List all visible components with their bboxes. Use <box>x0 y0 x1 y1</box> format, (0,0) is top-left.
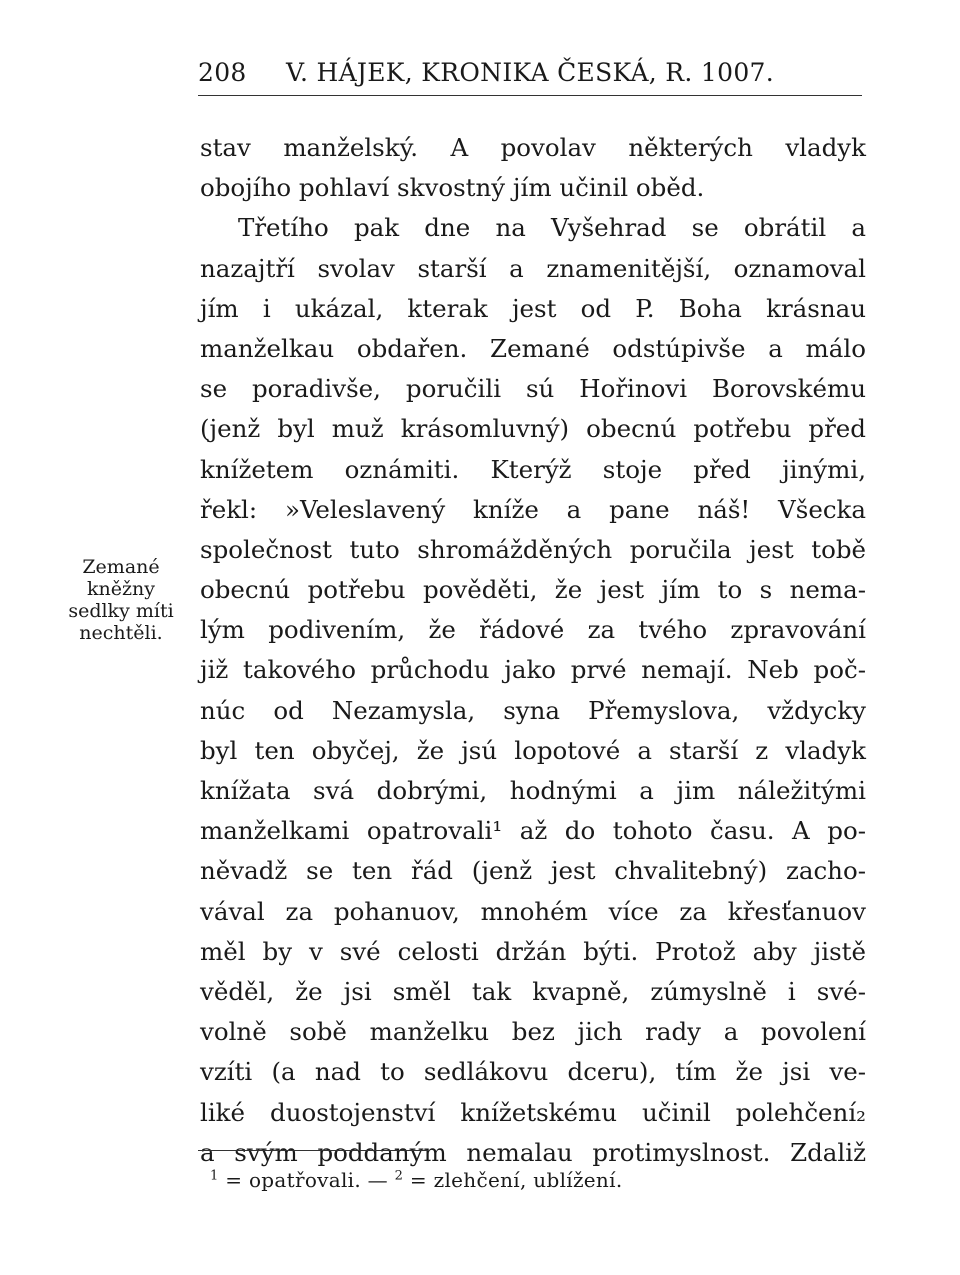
page-number: 208 <box>198 58 247 87</box>
text-line: núc od Nezamysla, syna Přemyslova, vždycky <box>200 695 866 725</box>
text-line: knížata svá dobrými, hodnými a jim náležitými <box>200 776 866 805</box>
text-line: něvadž se ten řád (jenž jest chvalitebný) zacho- <box>200 856 866 886</box>
text-line: obojího pohlaví skvostný jím učinil oběd. <box>200 173 705 203</box>
text-line: jím i ukázal, kterak jest od P. Boha krásnau <box>200 293 866 323</box>
header-rule <box>198 95 862 96</box>
text-line: liké duostojenství knížetskému učinil polehčení₂ <box>200 1097 866 1127</box>
text-line: (jenž byl muž krásomluvný) obecnú potřebu před <box>200 414 866 444</box>
text-line: knížetem oznámiti. Kterýž stoje před jinými, <box>200 454 866 484</box>
text-line: řekl: »Veleslavený kníže a pane náš! Všecka <box>200 494 866 524</box>
running-header <box>198 52 862 92</box>
text-line: manželkami opatrovali¹ až do tohoto času. A po- <box>200 816 866 846</box>
running-title: V. HÁJEK, KRONIKA ČESKÁ, R. 1007. <box>286 58 774 87</box>
margin-note-line: Zemané <box>82 556 160 578</box>
text-line: již takového průchodu jako prvé nemají. Neb poč- <box>200 655 866 685</box>
margin-note <box>56 556 186 644</box>
text-line: stav manželský. A povolav některých vladyk <box>200 133 866 162</box>
text-line: nazajtří svolav starší a znamenitější, oznamoval <box>200 253 866 283</box>
text-line: měl by v své celosti držán býti. Protož aby jistě <box>200 936 866 966</box>
text-line: věděl, že jsi směl tak kvapně, zúmyslně i své- <box>200 976 866 1006</box>
margin-note-line: nechtěli. <box>79 622 163 644</box>
text-line: byl ten obyčej, že jsú lopotové a starší z vladyk <box>200 735 866 765</box>
footnote-rule <box>198 1150 428 1151</box>
text-line: vával za pohanuov, mnohém více za křesťanuov <box>200 896 866 926</box>
text-line: se poradivše, poručili sú Hořinovi Borovskému <box>200 374 866 404</box>
footnote-mark: 2 <box>394 1168 404 1184</box>
body-text <box>200 128 866 1173</box>
footnote <box>210 1168 622 1192</box>
text-line: a svým poddaným nemalau protimyslnost. Zdaliž <box>200 1137 866 1167</box>
text-line: Třetího pak dne na Vyšehrad se obrátil a <box>238 213 866 243</box>
text-line: lým podivením, že řádové za tvého zpravování <box>200 615 866 645</box>
margin-note-line: kněžny <box>87 578 155 600</box>
footnote-text: = opatřovali. — <box>218 1168 395 1192</box>
footnote-text: = zlehčení, ublížení. <box>403 1168 623 1192</box>
text-line: společnost tuto shromážděných poručila jest tobě <box>200 534 866 564</box>
text-line: obecnú potřebu pověděti, že jest jím to s nema- <box>200 575 866 605</box>
text-line: manželkau obdařen. Zemané odstúpivše a málo <box>200 333 866 363</box>
margin-note-line: sedlky míti <box>68 600 174 622</box>
text-line: vzíti (a nad to sedlákovu dceru), tím že jsi ve- <box>200 1057 866 1087</box>
text-line: volně sobě manželku bez jich rady a povolení <box>200 1017 866 1047</box>
footnote-mark: 1 <box>210 1168 219 1184</box>
